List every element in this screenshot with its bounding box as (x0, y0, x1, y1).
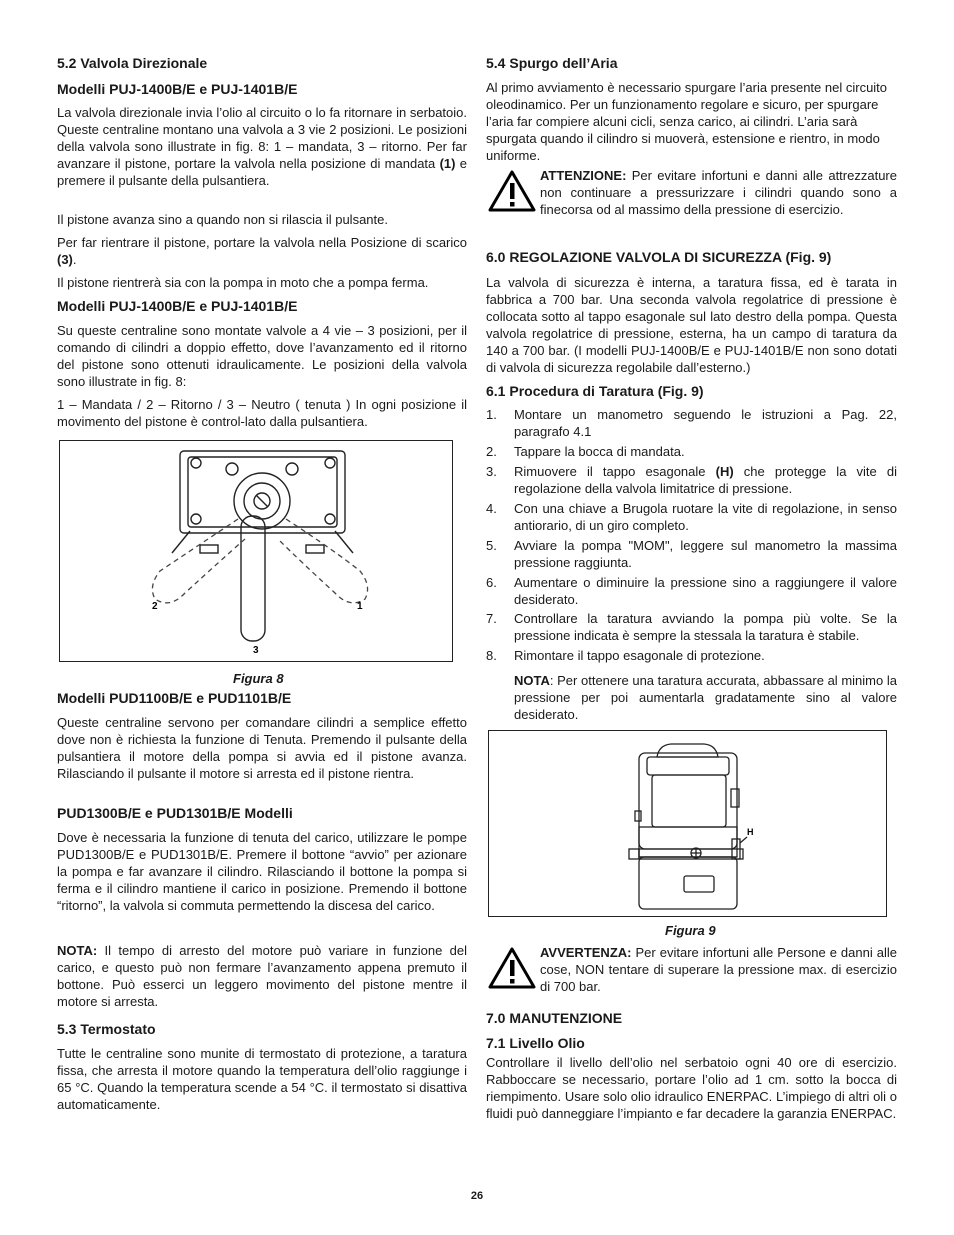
paragraph-4way-valve: Su queste centraline sono montate valvole a 4 vie – 3 posizioni, per il comando di cilindri a doppio effetto, dove l’avanzamento ed il ritorno del pistone sono ottenuti idraulicamente. Le posizioni della valvola sono illustrate in fig. 8: (57, 323, 467, 389)
section-5-4-title: 5.4 Spurgo dell’Aria (486, 55, 618, 71)
section-6-1-title: 6.1 Procedura di Taratura (Fig. 9) (486, 383, 704, 399)
models-title-2: Modelli PUJ-1400B/E e PUJ-1401B/E (57, 298, 298, 314)
paragraph-pump-state: Il pistone rientrerà sia con la pompa in moto che a pompa ferma. (57, 275, 429, 290)
section-5-2-title: 5.2 Valvola Direzionale (57, 55, 208, 71)
valve-diagram (60, 441, 452, 661)
fig9-label-h: H (747, 827, 754, 837)
list-item: 8. Rimontare il tappo esagonale di protezione. (486, 648, 765, 663)
list-item: 2. Tappare la bocca di mandata. (486, 444, 685, 459)
paragraph-load-holding: Dove è necessaria la funzione di tenuta del carico, utilizzare le pompe PUD1300B/E e PUD1301B/E. Premere il bottone “avvio” per azionare la pompa e far avanzare il cilindro. Rilasciando il bottone la pompa si ferma e il cilindro mantiene il carico in posizione. Premendo il bottone “ritorno”, la valvola si commuta permettendo la discesa del carico. (57, 830, 467, 913)
paragraph-nota-taratura: NOTA: Per ottenere una taratura accurata, abbassare al minimo la pressione per poi aumentarla gradatamente sino al valore desiderato. (514, 673, 897, 722)
paragraph-piston-advance: Il pistone avanza sino a quando non si rilascia il pulsante. (57, 212, 388, 227)
avvertenza-warning: AVVERTENZA: Per evitare infortuni alle Persone e danni alle cose, NON tentare di superare la pressione max. di esercizio di 700 bar. (486, 944, 897, 998)
section-6-0-title: 6.0 REGOLAZIONE VALVOLA DI SICUREZZA (Fig. 9) (486, 249, 832, 265)
paragraph-positions: 1 – Mandata / 2 – Ritorno / 3 – Neutro ( tenuta ) In ogni posizione il movimento del pistone è control-lato dalla pulsantiera. (57, 397, 467, 429)
section-7-0-title: 7.0 MANUTENZIONE (486, 1010, 623, 1026)
list-item: 3. Rimuovere il tappo esagonale (H) che protegge la vite di regolazione della valvola limitatrice di pressione. (486, 464, 897, 496)
paragraph-thermostat: Tutte le centraline sono munite di termostato di protezione, a taratura fissa, che arresta il motore quando la temperatura dell’olio raggiunge i 65 °C. Quando la temperatura scende a 54 °C. il termostato si disattiva automaticamente. (57, 1046, 467, 1112)
page-number: 26 (470, 1190, 484, 1202)
paragraph-valve-intro: La valvola direzionale invia l’olio al circuito o lo fa ritornare in serbatoio. Queste centraline montano una valvola a 3 vie 2 posizioni. Le posizioni della valvola sono illustrate in fig. 8: 1 – mandata, 3 – ritorno. Per far avanzare il pistone, portare la valvola nella posizione di mandata (1) e premere il pulsante della pulsantiera. (57, 105, 467, 188)
figure-9-caption: Figura 9 (665, 923, 716, 938)
warning-triangle-icon (488, 170, 536, 212)
paragraph-single-acting: Queste centraline servono per comandare cilindri a semplice effetto dove non è richiesta la funzione di Tenuta. Premendo il pulsante della pulsantiera il motore della pompa si avvia ed il pistone avanza. Rilasciando il pulsante il motore si arresta ed il pistone rientra. (57, 715, 467, 781)
list-item: 4. Con una chiave a Brugola ruotare la vite di regolazione, in senso antiorario, di un giro completo. (486, 501, 897, 533)
paragraph-nota: NOTA: Il tempo di arresto del motore può variare in funzione del carico, e questo può non fermare l’avanzamento appena premuto il bottone. Può esserci un leggero movimento del pistone mentre il motore si arresta. (57, 943, 467, 1009)
figure-8-box (59, 440, 453, 662)
pump-diagram (489, 731, 886, 916)
list-item: 7. Controllare la taratura avviando la pompa più volte. Se la pressione indicata è sempre la stessala la taratura è stabile. (486, 611, 897, 643)
warning-triangle-icon (488, 947, 536, 989)
paragraph-safety-valve: La valvola di sicurezza è interna, a taratura fissa, ed è tarata in fabbrica a 700 bar. Una seconda valvola regolatrice di pressione è collocata sotto al tappo esagonale sul lato destro della pompa. Questa valvola regolatrice di pressione, esterna, ha un campo di taratura da 140 a 700 bar. (I modelli PUJ-1400B/E e PUJ-1401B/E non sono dotati di valvola di sicurezza regolabile dall’esterno.) (486, 275, 897, 375)
fig8-label-2: 2 (152, 601, 158, 612)
attenzione-warning: ATTENZIONE: Per evitare infortuni e danni alle attrezzature non continuare a pressurizzare i cilindri quando sono a finecorsa od al massimo della pressione di esercizio. (486, 167, 897, 235)
models-title-3: Modelli PUD1100B/E e PUD1101B/E (57, 690, 292, 706)
section-7-1-title: 7.1 Livello Olio (486, 1035, 585, 1051)
fig8-label-1: 1 (357, 601, 363, 612)
paragraph-air-bleed: Al primo avviamento è necessario spurgare l’aria presente nel circuito oleodinamico. Per un funzionamento regolare e sicuro, per spurgare l’aria far compiere alcuni cicli, senza carico, ai cilindri. L’aria sarà spurgata quando il cilindro si muoverà, estensione e rientro, in modo uniforme. (486, 80, 888, 163)
paragraph-oil-level: Controllare il livello dell’olio nel serbatoio ogni 40 ore di esercizio. Rabboccare se necessario, portare l’olio ad 1 cm. sotto la bocca di riempimento. Usare solo olio idraulico ENERPAC. L’impiego di altri oli o fluidi può danneggiare l’impianto e far decadere la garanzia ENERPAC. (486, 1055, 897, 1121)
section-5-3-title: 5.3 Termostato (57, 1021, 156, 1037)
figure-8-caption: Figura 8 (233, 671, 284, 686)
list-item: 5. Avviare la pompa "MOM", leggere sul manometro la massima pressione raggiunta. (486, 538, 897, 570)
list-item: 6. Aumentare o diminuire la pressione sino a raggiungere il valore desiderato. (486, 575, 897, 607)
list-item: 1. Montare un manometro seguendo le istruzioni a Pag. 22, paragrafo 4.1 (486, 407, 897, 439)
figure-9-box (488, 730, 887, 917)
models-title-4: PUD1300B/E e PUD1301B/E Modelli (57, 805, 293, 821)
fig8-label-3: 3 (253, 645, 259, 656)
models-title-1: Modelli PUJ-1400B/E e PUJ-1401B/E (57, 81, 298, 97)
paragraph-piston-return: Per far rientrare il pistone, portare la valvola nella Posizione di scarico (3). (57, 235, 467, 267)
